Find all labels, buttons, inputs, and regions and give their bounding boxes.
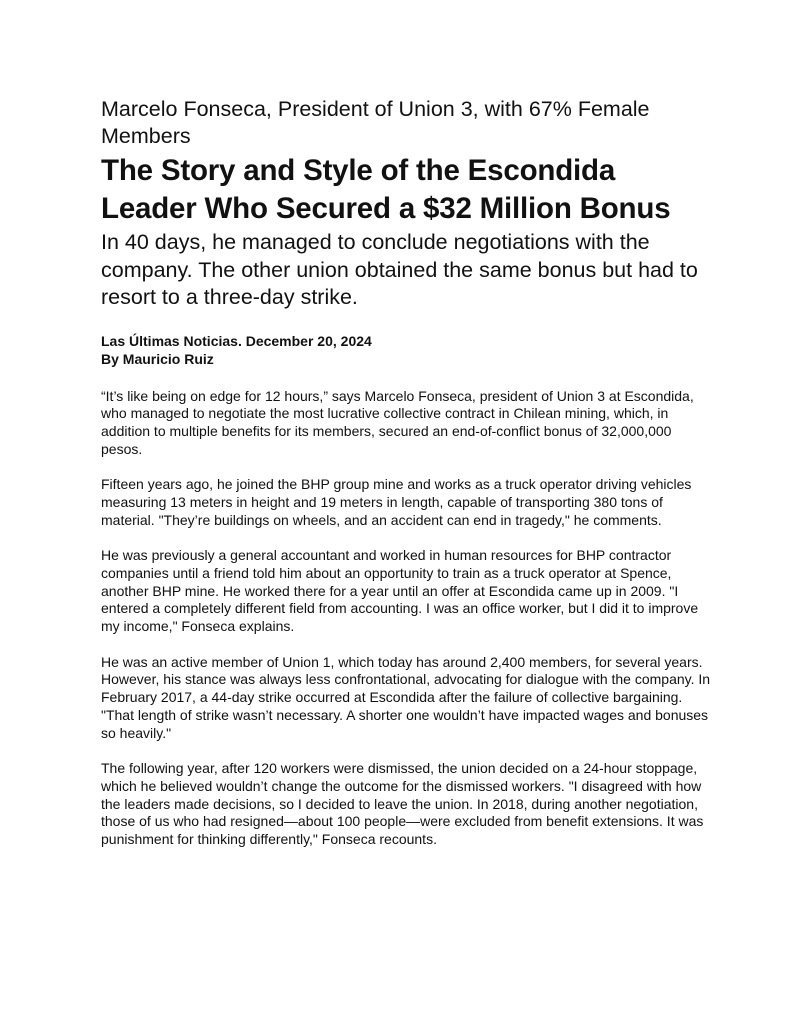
- paragraph: He was previously a general accountant and worked in human resources for BHP contractor companies until a friend told him about an opportunity to train as a truck operator at Spence, another BHP mine. He worked there for a year until an offer at Escondida came up in 2009. "I entered a completely different field from accounting. I was an office worker, but I did it to improve my income," Fonseca explains.: [101, 547, 699, 635]
- article-kicker: Marcelo Fonseca, President of Union 3, with 67% Female Members: [101, 97, 650, 148]
- paragraph: “It’s like being on edge for 12 hours,” says Marcelo Fonseca, president of Union 3 at Escondida, who managed to negotiate the most lucrative collective contract in Chilean mining, which, in addition to multiple benefits for its members, secured an end-of-conflict bonus of 32,000,000 pesos.: [101, 387, 694, 457]
- byline: [101, 332, 713, 368]
- paragraph: He was an active member of Union 1, which today has around 2,400 members, for several years. However, his stance was always less confrontational, advocating for dialogue with the company. In February 2017, a 44-day strike occurred at Escondida after the failure of collective bargaining. "That length of strike wasn’t necessary. A shorter one wouldn’t have impacted wages and bonuses so heavily.": [101, 653, 711, 741]
- author: By Mauricio Ruiz: [101, 350, 214, 367]
- paragraph: Fifteen years ago, he joined the BHP group mine and works as a truck operator driving vehicles measuring 13 meters in height and 19 meters in length, capable of transporting 380 tons of material. "They’re buildings on wheels, and an accident can end in tragedy," he comments.: [101, 476, 692, 528]
- paragraph: The following year, after 120 workers were dismissed, the union decided on a 24-hour stoppage, which he believed wouldn’t change the outcome for the dismissed workers. "I disagreed with how the leaders made decisions, so I decided to leave the union. In 2018, during another negotiation, those of us who had resigned—about 100 people—were excluded from benefit extensions. It was punishment for thinking differently," Fonseca recounts.: [101, 760, 704, 848]
- article-headline: The Story and Style of the Escondida Leader Who Secured a $32 Million Bonus: [101, 154, 671, 225]
- article-body: [101, 388, 713, 850]
- article: [101, 96, 713, 867]
- source-date: Las Últimas Noticias. December 20, 2024: [101, 332, 372, 349]
- article-deck: In 40 days, he managed to conclude negotiations with the company. The other union obtained the same bonus but had to resort to a three-day strike.: [101, 230, 698, 309]
